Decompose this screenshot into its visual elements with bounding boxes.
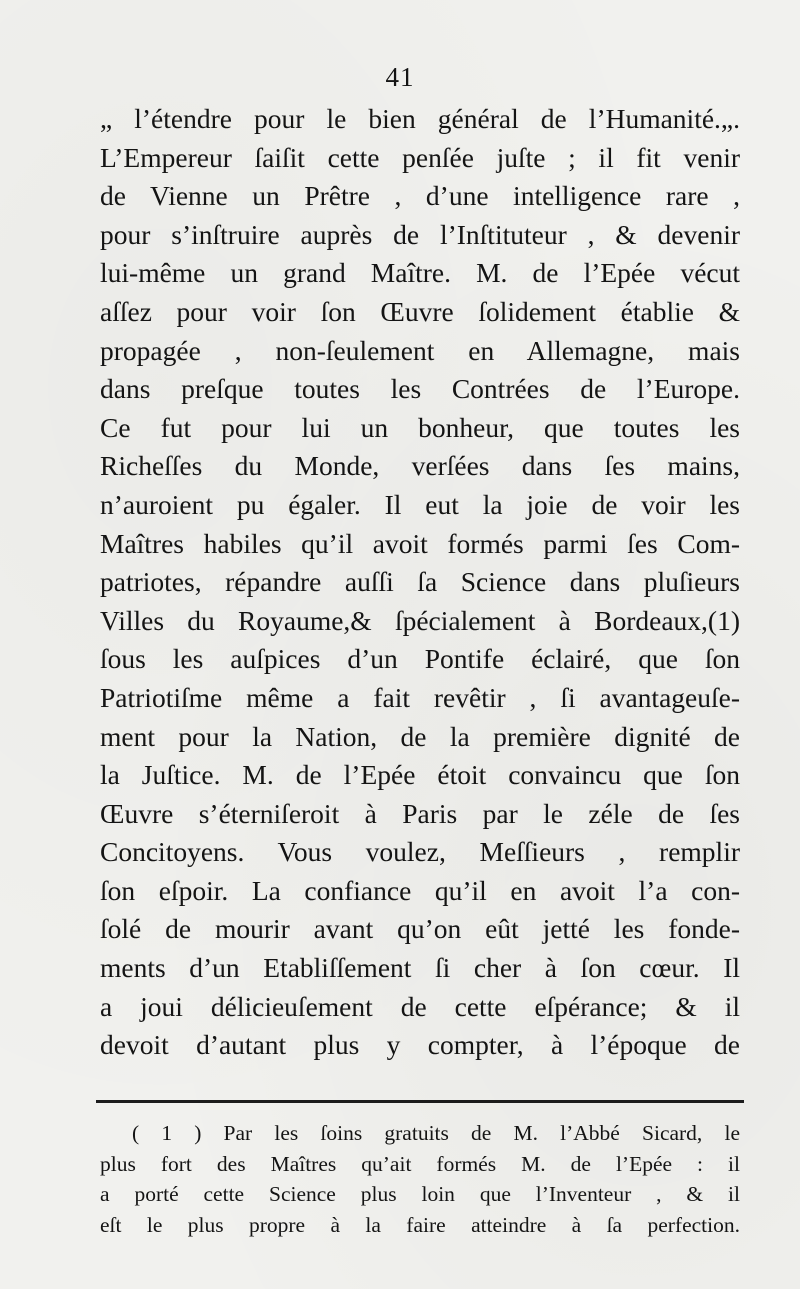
text-line: ment pour la Nation, de la première dignité de: [100, 720, 740, 752]
text-line: Concitoyens. Vous voulez, Meſſieurs , remplir: [100, 836, 740, 868]
text-line: lui-même un grand Maître. M. de l’Epée vécut: [100, 257, 740, 289]
text-line: Ce fut pour lui un bonheur, que toutes les: [100, 411, 740, 443]
footnote: [100, 1118, 740, 1240]
page-number: 41: [385, 62, 415, 92]
text-line: ſous les auſpices d’un Pontife éclairé, que ſon: [100, 643, 740, 675]
text-line: L’Empereur ſaiſit cette penſée juſte ; il fit venir: [100, 141, 740, 173]
text-line: Maîtres habiles qu’il avoit formés parmi ſes Com-: [100, 527, 740, 559]
text-line: ſon eſpoir. La confiance qu’il en avoit l’a con-: [100, 874, 740, 906]
text-line: propagée , non-ſeulement en Allemagne, mais: [100, 334, 740, 366]
text-line: Richeſſes du Monde, verſées dans ſes mains,: [100, 450, 740, 482]
text-line: ments d’un Etabliſſement ſi cher à ſon cœur. Il: [100, 952, 740, 984]
text-line: la Juſtice. M. de l’Epée étoit convaincu que ſon: [100, 759, 740, 791]
text-line: patriotes, répandre auſſi ſa Science dans pluſieurs: [100, 566, 740, 598]
text-line: dans preſque toutes les Contrées de l’Europe.: [100, 373, 740, 405]
text-line: Patriotiſme même a fait revêtir , ſi avantageuſe-: [100, 681, 740, 713]
text-line: Œuvre s’éterniſeroit à Paris par le zéle de ſes: [100, 797, 740, 829]
footnote-divider: [96, 1100, 744, 1103]
text-line: devoit d’autant plus y compter, à l’époque de: [100, 1029, 740, 1061]
text-line: Villes du Royaume,& ſpécialement à Bordeaux,(1): [100, 604, 740, 636]
footnote-line: ( 1 ) Par les ſoins gratuits de M. l’Abbé Sicard, le: [132, 1121, 740, 1145]
text-line: pour s’inſtruire auprès de l’Inſtituteur , & devenir: [100, 218, 740, 250]
text-line: ſolé de mourir avant qu’on eût jetté les fonde-: [100, 913, 740, 945]
text-line: n’auroient pu égaler. Il eut la joie de voir les: [100, 488, 740, 520]
footnote-line: a porté cette Science plus loin que l’Inventeur , & il: [100, 1182, 740, 1206]
footnote-line: eſt le plus propre à la faire atteindre à ſa perfection.: [100, 1212, 740, 1237]
text-line: „ l’étendre pour le bien général de l’Humanité.„.: [100, 103, 740, 134]
text-line: aſſez pour voir ſon Œuvre ſolidement établie &: [100, 295, 740, 327]
text-line: de Vienne un Prêtre , d’une intelligence rare ,: [100, 180, 740, 212]
body-text: [100, 100, 740, 1065]
text-line: a joui délicieuſement de cette eſpérance; & il: [100, 990, 740, 1022]
footnote-line: plus fort des Maîtres qu’ait formés M. de l’Epée : il: [100, 1151, 740, 1176]
